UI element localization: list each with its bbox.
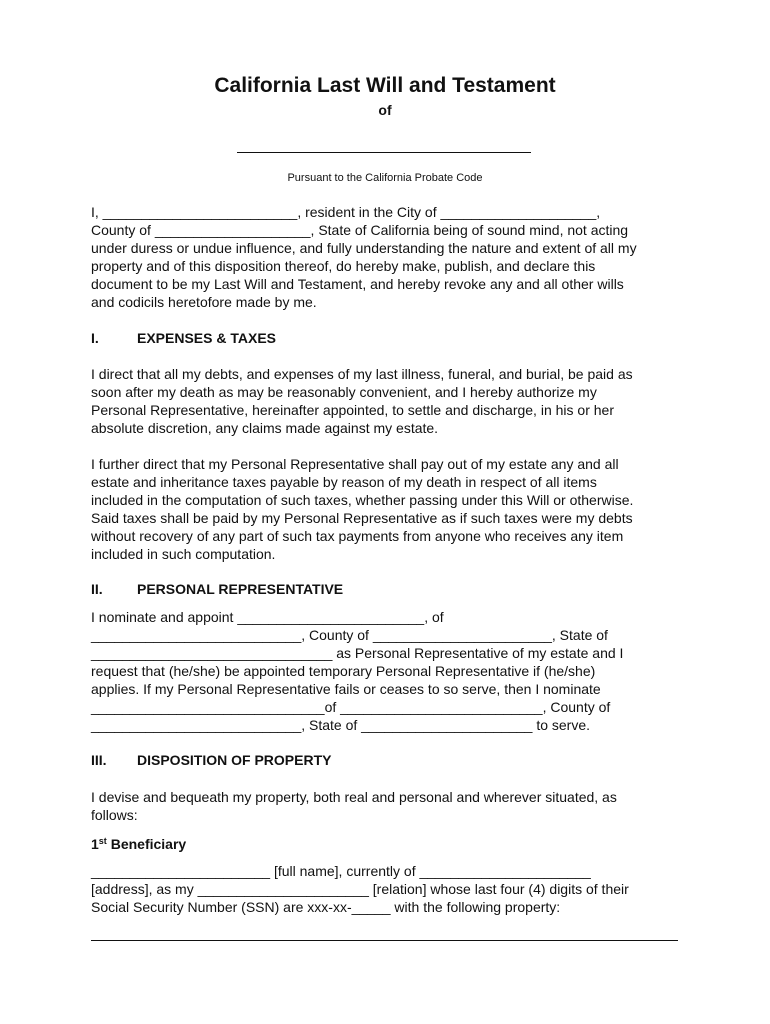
intro-line: I, _________________________, resident in the City of ____________________, <box>91 204 601 220</box>
intro-line: County of ____________________, State of California being of sound mind, not acting <box>91 222 629 238</box>
paragraph-line: Social Security Number (SSN) are xxx-xx-_____ with the following property: <box>91 899 561 915</box>
intro-line: property and of this disposition thereof, do hereby make, publish, and declare this <box>91 258 596 274</box>
paragraph-line: _______________________ [full name], currently of ______________________ <box>91 863 591 879</box>
paragraph-line: I direct that all my debts, and expenses of my last illness, funeral, and burial, be paid as <box>91 366 633 382</box>
beneficiary-label: Beneficiary <box>110 836 187 852</box>
document-title: California Last Will and Testament <box>214 74 556 97</box>
paragraph-line: [address], as my ______________________ [relation] whose last four (4) digits of their <box>91 881 629 897</box>
paragraph-line: request that (he/she) be appointed temporary Personal Representative if (he/she) <box>91 663 596 679</box>
paragraph-line: I nominate and appoint ________________________, of <box>91 609 444 625</box>
paragraph-line: absolute discretion, any claims made against my estate. <box>91 420 439 436</box>
section-3-paragraph <box>91 788 691 824</box>
intro-line: and codicils heretofore made by me. <box>91 294 317 310</box>
paragraph-line: soon after my death as may be reasonably convenient, and I hereby authorize my <box>91 384 597 400</box>
property-fill-line[interactable] <box>91 940 678 941</box>
section-1-heading <box>91 329 691 347</box>
paragraph-line: included in such computation. <box>91 546 276 562</box>
paragraph-line: ___________________________, State of ______________________ to serve. <box>91 717 591 733</box>
section-2-heading <box>91 580 691 598</box>
pursuant-note: Pursuant to the California Probate Code <box>287 172 483 184</box>
paragraph-line: Said taxes shall be paid by my Personal Representative as if such taxes were my debts <box>91 510 633 526</box>
section-1-paragraph-2 <box>91 455 691 563</box>
beneficiary-ordinal: 1 <box>91 836 99 852</box>
paragraph-line: _______________________________ as Personal Representative of my estate and I <box>91 645 624 661</box>
section-2-paragraph <box>91 608 691 734</box>
intro-paragraph <box>91 203 691 311</box>
paragraph-line: follows: <box>91 807 138 823</box>
paragraph-line: ___________________________, County of _______________________, State of <box>91 627 608 643</box>
section-number: I. <box>91 330 99 346</box>
paragraph-line: included in the computation of such taxes, whether passing under this Will or otherwise. <box>91 492 634 508</box>
section-title: EXPENSES & TAXES <box>137 330 277 346</box>
paragraph-line: Personal Representative, hereinafter appointed, to settle and discharge, in his or her <box>91 402 614 418</box>
section-title: PERSONAL REPRESENTATIVE <box>137 581 344 597</box>
paragraph-line: I devise and bequeath my property, both real and personal and wherever situated, as <box>91 789 617 805</box>
section-number: III. <box>91 752 107 768</box>
section-1-paragraph-1 <box>91 365 691 437</box>
beneficiary-ordinal-suffix: st <box>98 836 107 846</box>
section-3-heading <box>91 751 691 769</box>
testator-name-line[interactable] <box>237 152 531 153</box>
section-title: DISPOSITION OF PROPERTY <box>137 752 332 768</box>
title-of: of <box>378 102 392 118</box>
section-number: II. <box>91 581 103 597</box>
paragraph-line: estate and inheritance taxes payable by reason of my death in respect of all items <box>91 474 597 490</box>
beneficiary-heading <box>91 832 691 853</box>
paragraph-line: ______________________________of __________________________, County of <box>91 699 611 715</box>
beneficiary-paragraph <box>91 862 691 916</box>
paragraph-line: applies. If my Personal Representative fails or ceases to so serve, then I nominate <box>91 681 601 697</box>
paragraph-line: without recovery of any part of such tax payments from anyone who receives any item <box>91 528 624 544</box>
intro-line: under duress or undue influence, and fully understanding the nature and extent of all my <box>91 240 637 256</box>
paragraph-line: I further direct that my Personal Representative shall pay out of my estate any and all <box>91 456 619 472</box>
intro-line: document to be my Last Will and Testament, and hereby revoke any and all other wills <box>91 276 624 292</box>
